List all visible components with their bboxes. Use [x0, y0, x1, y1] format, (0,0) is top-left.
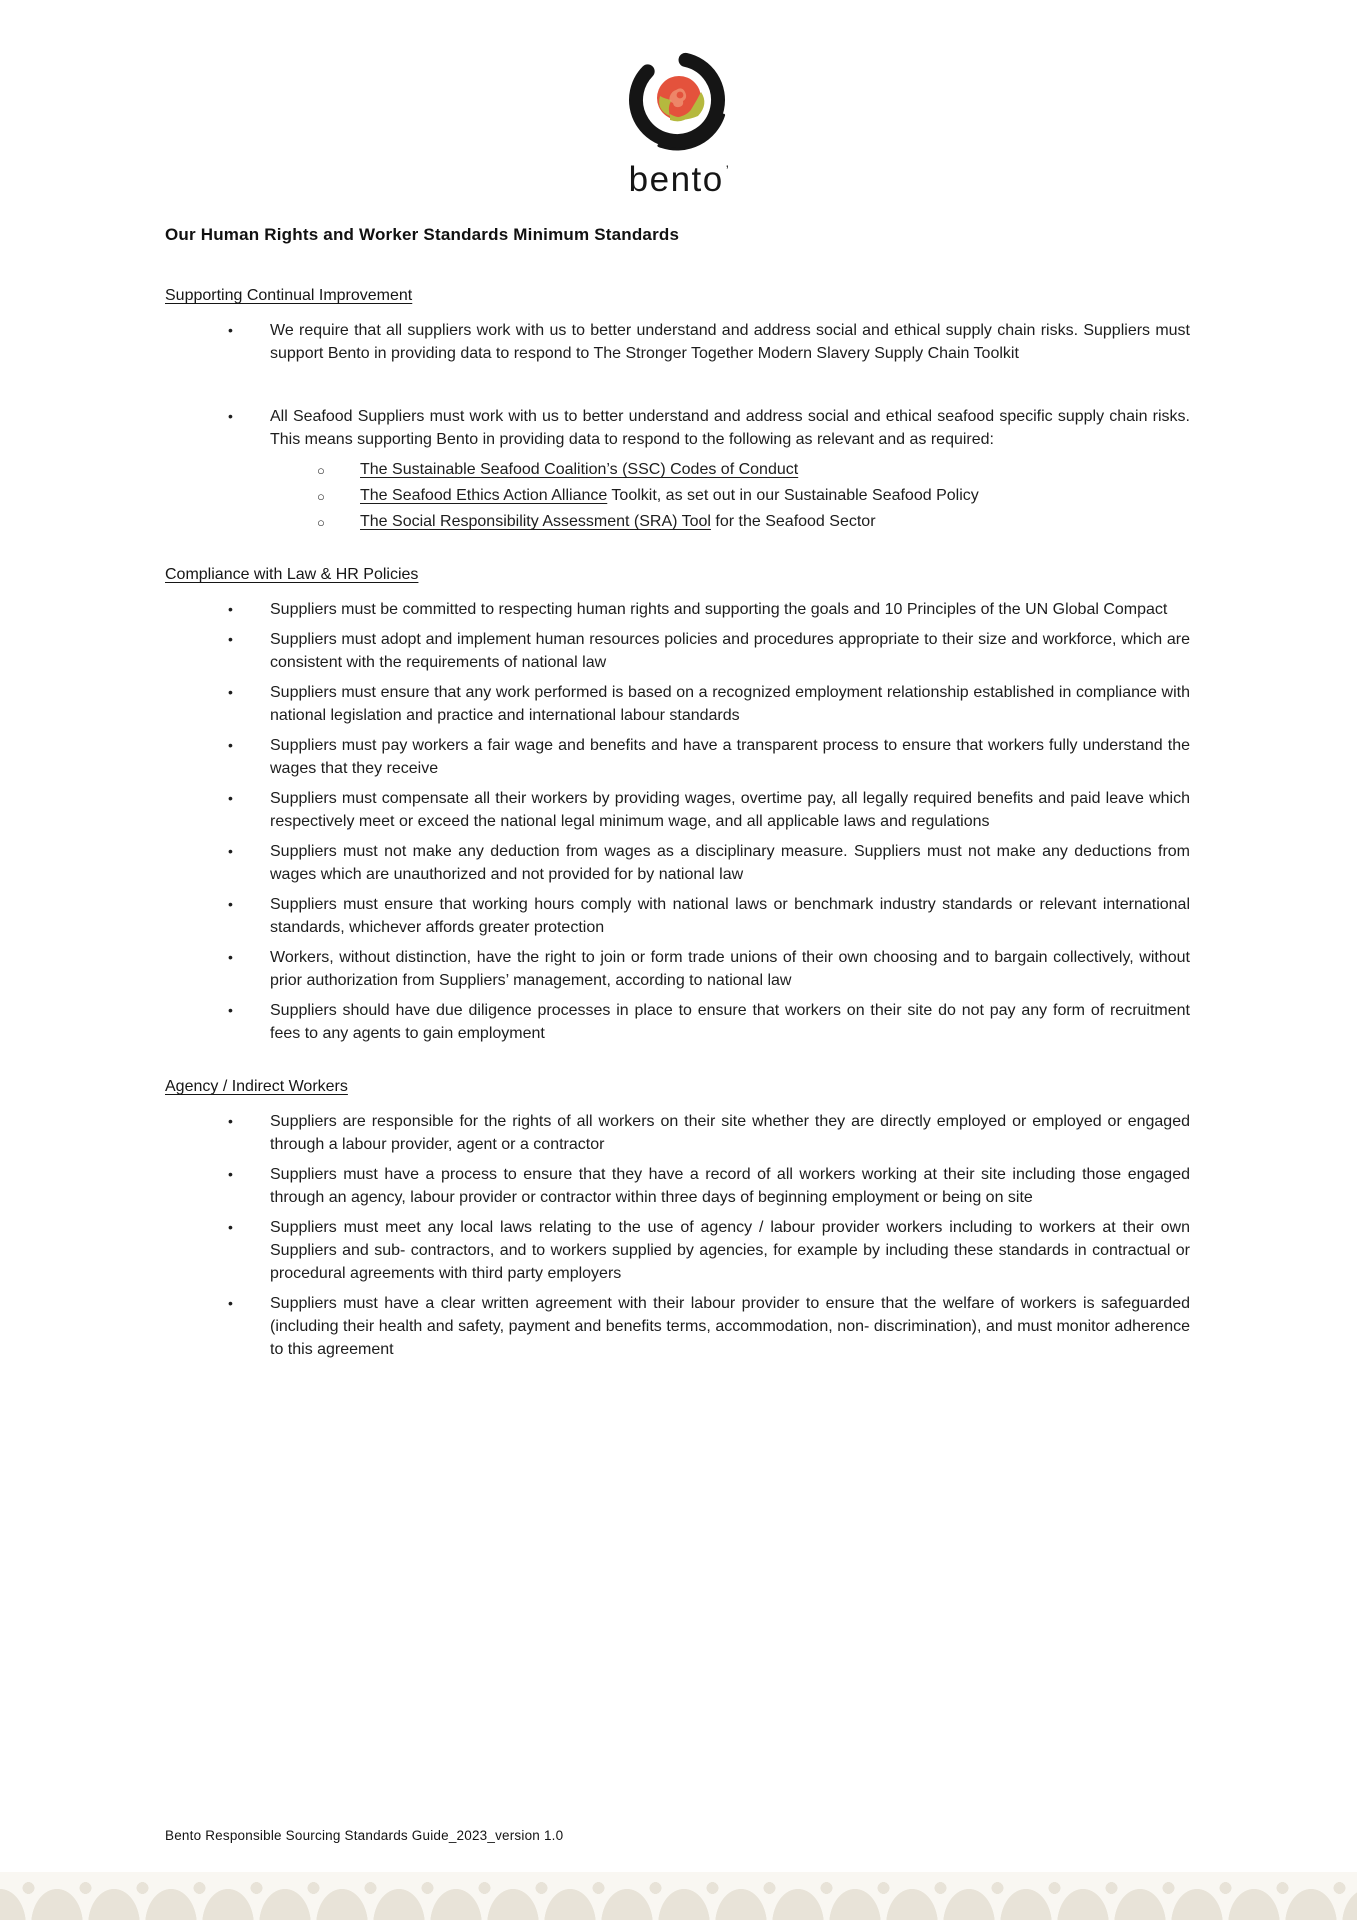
circle-bullet-icon: ○	[317, 489, 325, 504]
page-title: Our Human Rights and Worker Standards Minimum Standards	[165, 225, 680, 244]
bullet-text: Suppliers must be committed to respecting human rights and supporting the goals and 10 Principles of the UN Global Compact	[270, 601, 1168, 618]
list-item	[165, 598, 1190, 621]
bullet-text: We require that all suppliers work with us to better understand and address social and ethical supply chain risks. Suppliers must support Bento in providing data to respond to The Stronger Together Modern Slavery Supply Chain Toolkit	[270, 322, 1190, 362]
list-item	[165, 458, 1190, 481]
list-item	[165, 319, 1190, 365]
section-agency-indirect-workers	[165, 1075, 1190, 1361]
circle-bullet-icon: ○	[317, 463, 325, 478]
bullet-icon: •	[228, 949, 233, 965]
logo	[0, 0, 1357, 197]
bullet-text: Suppliers should have due diligence processes in place to ensure that workers on their site do not pay any form of recruitment fees to any agents to gain employment	[270, 1002, 1190, 1042]
document-link[interactable]: The Seafood Ethics Action Alliance	[360, 487, 608, 504]
bullet-icon: •	[228, 1113, 233, 1129]
bullet-icon: •	[228, 322, 233, 338]
bullet-icon: •	[228, 601, 233, 617]
sub-bullet-text	[360, 484, 1190, 507]
bullet-icon: •	[228, 408, 233, 424]
decorative-border-pattern	[0, 1872, 1357, 1920]
bullet-icon: •	[228, 684, 233, 700]
bullet-list	[165, 598, 1190, 1045]
bullet-text: Suppliers must ensure that any work performed is based on a recognized employment relationship established in compliance with national legislation and practice and international labour standards	[270, 684, 1190, 724]
bullet-icon: •	[228, 737, 233, 753]
list-item	[165, 484, 1190, 507]
list-item	[165, 1292, 1190, 1361]
bullet-text: Suppliers must pay workers a fair wage and benefits and have a transparent process to ensure that workers fully understand the wages that they receive	[270, 737, 1190, 777]
document-link[interactable]: The Social Responsibility Assessment (SRA) Tool	[360, 513, 711, 530]
logo-trademark: ’	[725, 162, 731, 178]
section-heading: Compliance with Law & HR Policies	[165, 566, 419, 583]
list-item	[165, 405, 1190, 451]
bullet-text: Suppliers must have a process to ensure that they have a record of all workers working at their site including those engaged through an agency, labour provider or contractor within three days of beginning employment or being on site	[270, 1166, 1190, 1206]
logo-brand-text: bento	[628, 160, 724, 199]
bullet-list	[165, 319, 1190, 451]
section-heading: Supporting Continual Improvement	[165, 287, 413, 304]
circle-bullet-icon: ○	[317, 515, 325, 530]
logo-wordmark	[629, 162, 729, 197]
bullet-text: All Seafood Suppliers must work with us to better understand and address social and ethical seafood specific supply chain risks. This means supporting Bento in providing data to respond to the following as relevant and as required:	[270, 408, 1190, 448]
section-compliance-with-law-hr-policies	[165, 563, 1190, 1045]
section-heading: Agency / Indirect Workers	[165, 1078, 348, 1095]
bullet-icon: •	[228, 1219, 233, 1235]
bullet-text: Suppliers must compensate all their workers by providing wages, overtime pay, all legally required benefits and paid leave which respectively meet or exceed the national legal minimum wage, and all applicable laws and regulations	[270, 790, 1190, 830]
bullet-text: Suppliers must not make any deduction from wages as a disciplinary measure. Suppliers must not make any deductions from wages which are unauthorized and not provided for by national law	[270, 843, 1190, 883]
list-item	[165, 787, 1190, 833]
bullet-icon: •	[228, 1002, 233, 1018]
bullet-icon: •	[228, 843, 233, 859]
bullet-text: Suppliers must adopt and implement human resources policies and procedures appropriate to their size and workforce, which are consistent with the requirements of national law	[270, 631, 1190, 671]
list-item	[165, 1216, 1190, 1285]
bullet-text: Workers, without distinction, have the right to join or form trade unions of their own choosing and to bargain collectively, without prior authorization from Suppliers’ management, according to national law	[270, 949, 1190, 989]
list-item	[165, 628, 1190, 674]
list-item	[165, 510, 1190, 533]
bullet-text: Suppliers must ensure that working hours comply with national laws or benchmark industry standards or relevant international standards, whichever affords greater protection	[270, 896, 1190, 936]
bullet-list	[165, 1110, 1190, 1361]
bullet-icon: •	[228, 1295, 233, 1311]
bullet-icon: •	[228, 1166, 233, 1182]
bullet-icon: •	[228, 896, 233, 912]
sub-bullet-rest: for the Seafood Sector	[710, 513, 876, 530]
sub-bullet-text	[360, 458, 1190, 481]
document-content	[165, 223, 1190, 1361]
list-item	[165, 999, 1190, 1045]
bullet-text: Suppliers are responsible for the rights of all workers on their site whether they are directly employed or employed or engaged through a labour provider, agent or a contractor	[270, 1113, 1190, 1153]
bullet-text: Suppliers must have a clear written agreement with their labour provider to ensure that the welfare of workers is safeguarded (including their health and safety, payment and benefits terms, accommodation, non- discrimination), and must monitor adherence to this agreement	[270, 1295, 1190, 1358]
list-item	[165, 734, 1190, 780]
list-item	[165, 681, 1190, 727]
bullet-text: Suppliers must meet any local laws relating to the use of agency / labour provider workers including to workers at their own Suppliers and sub- contractors, and to workers supplied by agencies, for example by including these standards in contractual or procedural agreements with third party employers	[270, 1219, 1190, 1282]
list-item	[165, 893, 1190, 939]
document-link[interactable]: The Sustainable Seafood Coalition’s (SSC) Codes of Conduct	[360, 461, 799, 478]
bento-logo-icon	[618, 38, 740, 164]
section-supporting-continual-improvement	[165, 284, 1190, 533]
bullet-icon: •	[228, 631, 233, 647]
list-item	[165, 946, 1190, 992]
sub-bullet-list	[165, 458, 1190, 533]
document-footer: Bento Responsible Sourcing Standards Guide_2023_version 1.0	[165, 1828, 564, 1843]
sub-bullet-text	[360, 510, 1190, 533]
list-item	[165, 1163, 1190, 1209]
bullet-icon: •	[228, 790, 233, 806]
sub-bullet-rest: Toolkit, as set out in our Sustainable Seafood Policy	[607, 487, 979, 504]
list-item	[165, 1110, 1190, 1156]
list-item	[165, 840, 1190, 886]
